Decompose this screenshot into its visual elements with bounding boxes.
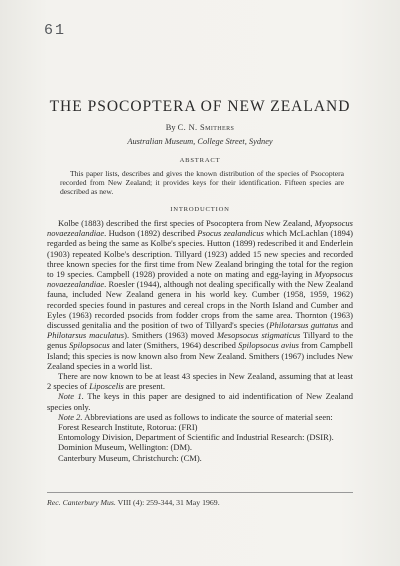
abbreviation-item: Forest Research Institute, Rotorua: (FRI) [58, 422, 198, 433]
intro-paragraph-2: There are now known to be at least 43 species in New Zealand, assuming that at least 2 species of Liposcelis are present. [47, 371, 353, 392]
journal-citation: Rec. Canterbury Mus. VIII (4): 259-344, 31 May 1969. [47, 498, 220, 507]
byline-prefix: By [165, 123, 176, 132]
byline [0, 123, 400, 132]
note-1: Note 1. The keys in this paper are designed to aid indentification of New Zealand species only. [47, 391, 353, 412]
intro-paragraph-1: Kolbe (1883) described the first species of Psocoptera from New Zealand, Myopsocus novaezealandiae. Hudson (1892) described Psocus zealandicus which McLachlan (1894) regarded as being the same as Kolbe's species. Hutton (1899) redescribed it and Enderlein (1903) repeated Kolbe's description. Tillyard (1923) added 15 new species and recorded three known species for the first time from New Zealand bringing the total for the region to 19 species. Campbell (1928) provided a note on mating and egg-laying in Myopsocus novaezealandiae. Roesler (1944), although not dealing specifically with the New Zealand fauna, included New Zealand genera in his world key. Cumber (1958, 1959, 1962) recorded species found in pastures and cereal crops in the North Island and Cumber and Eyles (1963) recorded psocids from fodder crops from the same area. Thornton (1963) discussed genitalia and the position of two of Tillyard's species (Philotarsus guttatus and Philotarsus maculatus). Smithers (1963) moved Mesopsocus stigmaticus Tillyard to the genus Spilopsocus and later (Smithers, 1964) described Spilopsocus avius from Campbell Island; this species is now known also from New Zealand. Smithers (1967) includes New Zealand species in a world list. [47, 218, 354, 371]
paper-title: THE PSOCOPTERA OF NEW ZEALAND [49, 98, 351, 115]
abstract-text: This paper lists, describes and gives the known distribution of the species of Psocoptera recorded from New Zealand; it provides keys for their identification. Fifteen species are described as new. [60, 169, 344, 197]
note-2: Note 2. Abbreviations are used as follows to indicate the source of material seen: [58, 411, 333, 422]
introduction-heading: INTRODUCTION [170, 206, 230, 213]
abbreviation-item: Dominion Museum, Wellington: (DM). [58, 442, 192, 453]
introduction-body [47, 218, 353, 463]
footer-rule [47, 492, 353, 493]
abstract-heading: ABSTRACT [179, 157, 221, 164]
abbreviation-item: Entomology Division, Department of Scientific and Industrial Research: (DSIR). [58, 432, 334, 443]
author-name: C. N. Smithers [177, 123, 235, 132]
author-affiliation: Australian Museum, College Street, Sydney [127, 137, 273, 146]
page-number: 61 [44, 22, 67, 39]
abbreviation-item: Canterbury Museum, Christchurch: (CM). [58, 452, 202, 463]
